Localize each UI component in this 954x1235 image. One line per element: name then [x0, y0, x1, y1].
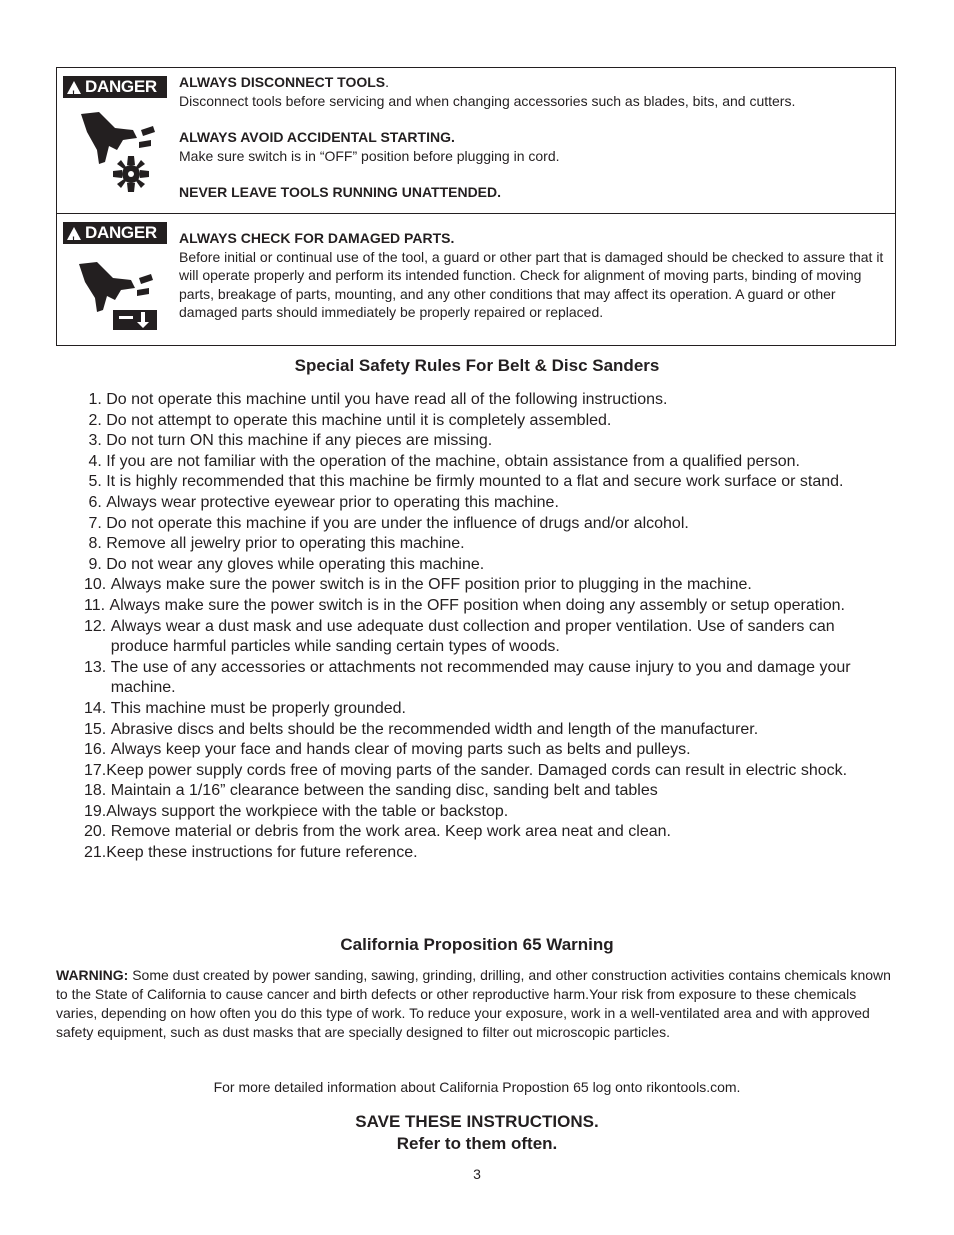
- rule-number: 5.: [84, 473, 107, 491]
- rule-number: 18.: [84, 782, 111, 800]
- rule-number: 14.: [84, 699, 111, 717]
- rule-number: 15.: [84, 720, 111, 738]
- rule-text: Do not turn ON this machine if any pieces are missing.: [106, 432, 493, 450]
- rule-item: [84, 617, 896, 658]
- danger-badge: ! DANGER: [63, 76, 167, 98]
- rule-number: 21.: [84, 844, 107, 862]
- rule-number: 20.: [84, 823, 111, 841]
- rule-item: [84, 658, 896, 699]
- warning-triangle-icon: [67, 81, 81, 94]
- rule-item: [84, 514, 896, 535]
- rule-item: [84, 720, 896, 741]
- rule-text: The use of any accessories or attachments not recommended may cause injury to you and damage your machine.: [110, 658, 851, 697]
- rule-item: [84, 452, 896, 473]
- rule-item: [84, 596, 896, 617]
- rule-text: Do not wear any gloves while operating this machine.: [106, 555, 485, 573]
- rule-number: 11.: [84, 596, 110, 614]
- save-line-1: SAVE THESE INSTRUCTIONS.: [355, 1112, 599, 1131]
- prop65-warning: [56, 966, 896, 1042]
- rule-number: 19.: [84, 802, 107, 820]
- rule-text: Remove material or debris from the work area. Keep work area neat and clean.: [110, 823, 671, 841]
- rule-item: [84, 555, 896, 576]
- save-instructions: [0, 1111, 954, 1155]
- rule-number: 4.: [84, 452, 107, 470]
- prop65-heading: California Proposition 65 Warning: [340, 935, 614, 954]
- danger-box-damaged-parts: [56, 213, 896, 346]
- item-title: NEVER LEAVE TOOLS RUNNING UNATTENDED.: [179, 184, 502, 200]
- rule-text: Always wear protective eyewear prior to operating this machine.: [106, 493, 559, 511]
- rule-item: [84, 472, 896, 493]
- rule-text: Abrasive discs and belts should be the recommended width and length of the manufacturer.: [110, 720, 759, 738]
- rule-number: 13.: [84, 658, 111, 676]
- rule-number: 8.: [84, 535, 107, 553]
- rule-item: [84, 575, 896, 596]
- rule-text: This machine must be properly grounded.: [110, 699, 406, 717]
- item-title: ALWAYS DISCONNECT TOOLS: [179, 74, 386, 90]
- warning-label: WARNING:: [56, 967, 129, 983]
- rule-number: 16.: [84, 741, 111, 759]
- rule-item: [84, 740, 896, 761]
- rule-number: 3.: [84, 432, 107, 450]
- rule-text: Keep power supply cords free of moving parts of the sander. Damaged cords can result in electric shock.: [106, 761, 848, 779]
- danger-box-1-text: ALWAYS DISCONNECT TOOLS. Disconnect tools before servicing and when changing accessories such as blades, bits, and cutters. ALWAYS AVOID ACCIDENTAL STARTING. Make sure switch is in “OFF” position before plugging in cord. NEVER LEAVE TOOLS RUNNING UNATTENDED.: [179, 73, 891, 202]
- rule-text: Do not operate this machine until you have read all of the following instructions.: [106, 391, 668, 408]
- danger-box-disconnect: [56, 67, 896, 214]
- rule-number: 1.: [84, 391, 107, 408]
- prop65-info: For more detailed information about California Propostion 65 log onto rikontools.com.: [213, 1079, 741, 1095]
- rule-item: [84, 534, 896, 555]
- rule-item: [84, 493, 896, 514]
- page-number: 3: [473, 1166, 481, 1182]
- rule-text: If you are not familiar with the operation of the machine, obtain assistance from a qualified person.: [106, 452, 800, 470]
- rule-item: [84, 781, 896, 802]
- rule-text: Always support the workpiece with the table or backstop.: [106, 802, 509, 820]
- rule-item: [84, 431, 896, 452]
- rule-text: Remove all jewelry prior to operating this machine.: [106, 535, 465, 553]
- rule-number: 2.: [84, 411, 107, 429]
- rule-text: Always keep your face and hands clear of moving parts such as belts and pulleys.: [110, 741, 691, 759]
- rule-item: [84, 822, 896, 843]
- rule-item: [84, 411, 896, 432]
- rule-number: 9.: [84, 555, 107, 573]
- item-body: Make sure switch is in “OFF” position before plugging in cord.: [179, 147, 560, 164]
- rule-number: 6.: [84, 493, 107, 511]
- item-body: Disconnect tools before servicing and when changing accessories such as blades, bits, and cutters.: [179, 92, 796, 109]
- rule-item: [84, 699, 896, 720]
- rule-text: It is highly recommended that this machine be firmly mounted to a flat and secure work surface or stand.: [106, 473, 844, 491]
- rule-number: 10.: [84, 576, 111, 594]
- rule-number: 17.: [84, 761, 107, 779]
- rule-item: [84, 843, 896, 864]
- rule-text: Always wear a dust mask and use adequate dust collection and proper ventilation. Use of sanders can produce harmful particles while sanding certain types of woods.: [110, 617, 835, 656]
- safety-rules-list: [84, 390, 896, 864]
- rule-item: [84, 761, 896, 782]
- rule-item: [84, 802, 896, 823]
- warning-triangle-icon: [67, 227, 81, 240]
- rule-text: Keep these instructions for future reference.: [106, 844, 418, 862]
- rule-number: 7.: [84, 514, 107, 532]
- rules-heading: Special Safety Rules For Belt & Disc Sanders: [294, 356, 660, 375]
- rule-text: Do not operate this machine if you are under the influence of drugs and/or alcohol.: [106, 514, 689, 532]
- item-body: Before initial or continual use of the tool, a guard or other part that is damaged should be checked to assure that it will operate properly and perform its intended function. Check for alignment of moving parts, binding of moving parts, breakage of parts, mounting, and any other conditions that may affect its operation. A guard or other damaged parts should immediately be properly repaired or replaced.: [179, 248, 884, 320]
- rule-text: Always make sure the power switch is in the OFF position when doing any assembly or setup operation.: [109, 596, 845, 614]
- hand-cutter-warning-icon: [79, 110, 159, 196]
- rule-text: Maintain a 1/16” clearance between the sanding disc, sanding belt and tables: [110, 782, 658, 800]
- danger-badge: ! DANGER: [63, 222, 167, 244]
- rule-text: Do not attempt to operate this machine until it is completely assembled.: [106, 411, 612, 429]
- warning-body: Some dust created by power sanding, sawing, grinding, drilling, and other construction activities contains chemicals known to the State of California to cause cancer and birth defects or other reproductive harm.Your risk from exposure to these chemicals varies, depending on how often you do this type of work. To reduce your exposure, work in a well-ventilated area and with approved safety equipment, such as dust masks that are specially designed to filter out microscopic particles.: [56, 967, 891, 1040]
- rule-text: Always make sure the power switch is in the OFF position prior to plugging in the machine.: [110, 576, 752, 594]
- item-title: ALWAYS CHECK FOR DAMAGED PARTS.: [179, 230, 455, 246]
- hand-plug-warning-icon: [79, 260, 159, 340]
- rule-item: [84, 390, 896, 411]
- save-line-2: Refer to them often.: [396, 1134, 558, 1153]
- danger-box-2-text: [179, 229, 891, 322]
- item-title: ALWAYS AVOID ACCIDENTAL STARTING.: [179, 129, 455, 145]
- rule-number: 12.: [84, 617, 111, 635]
